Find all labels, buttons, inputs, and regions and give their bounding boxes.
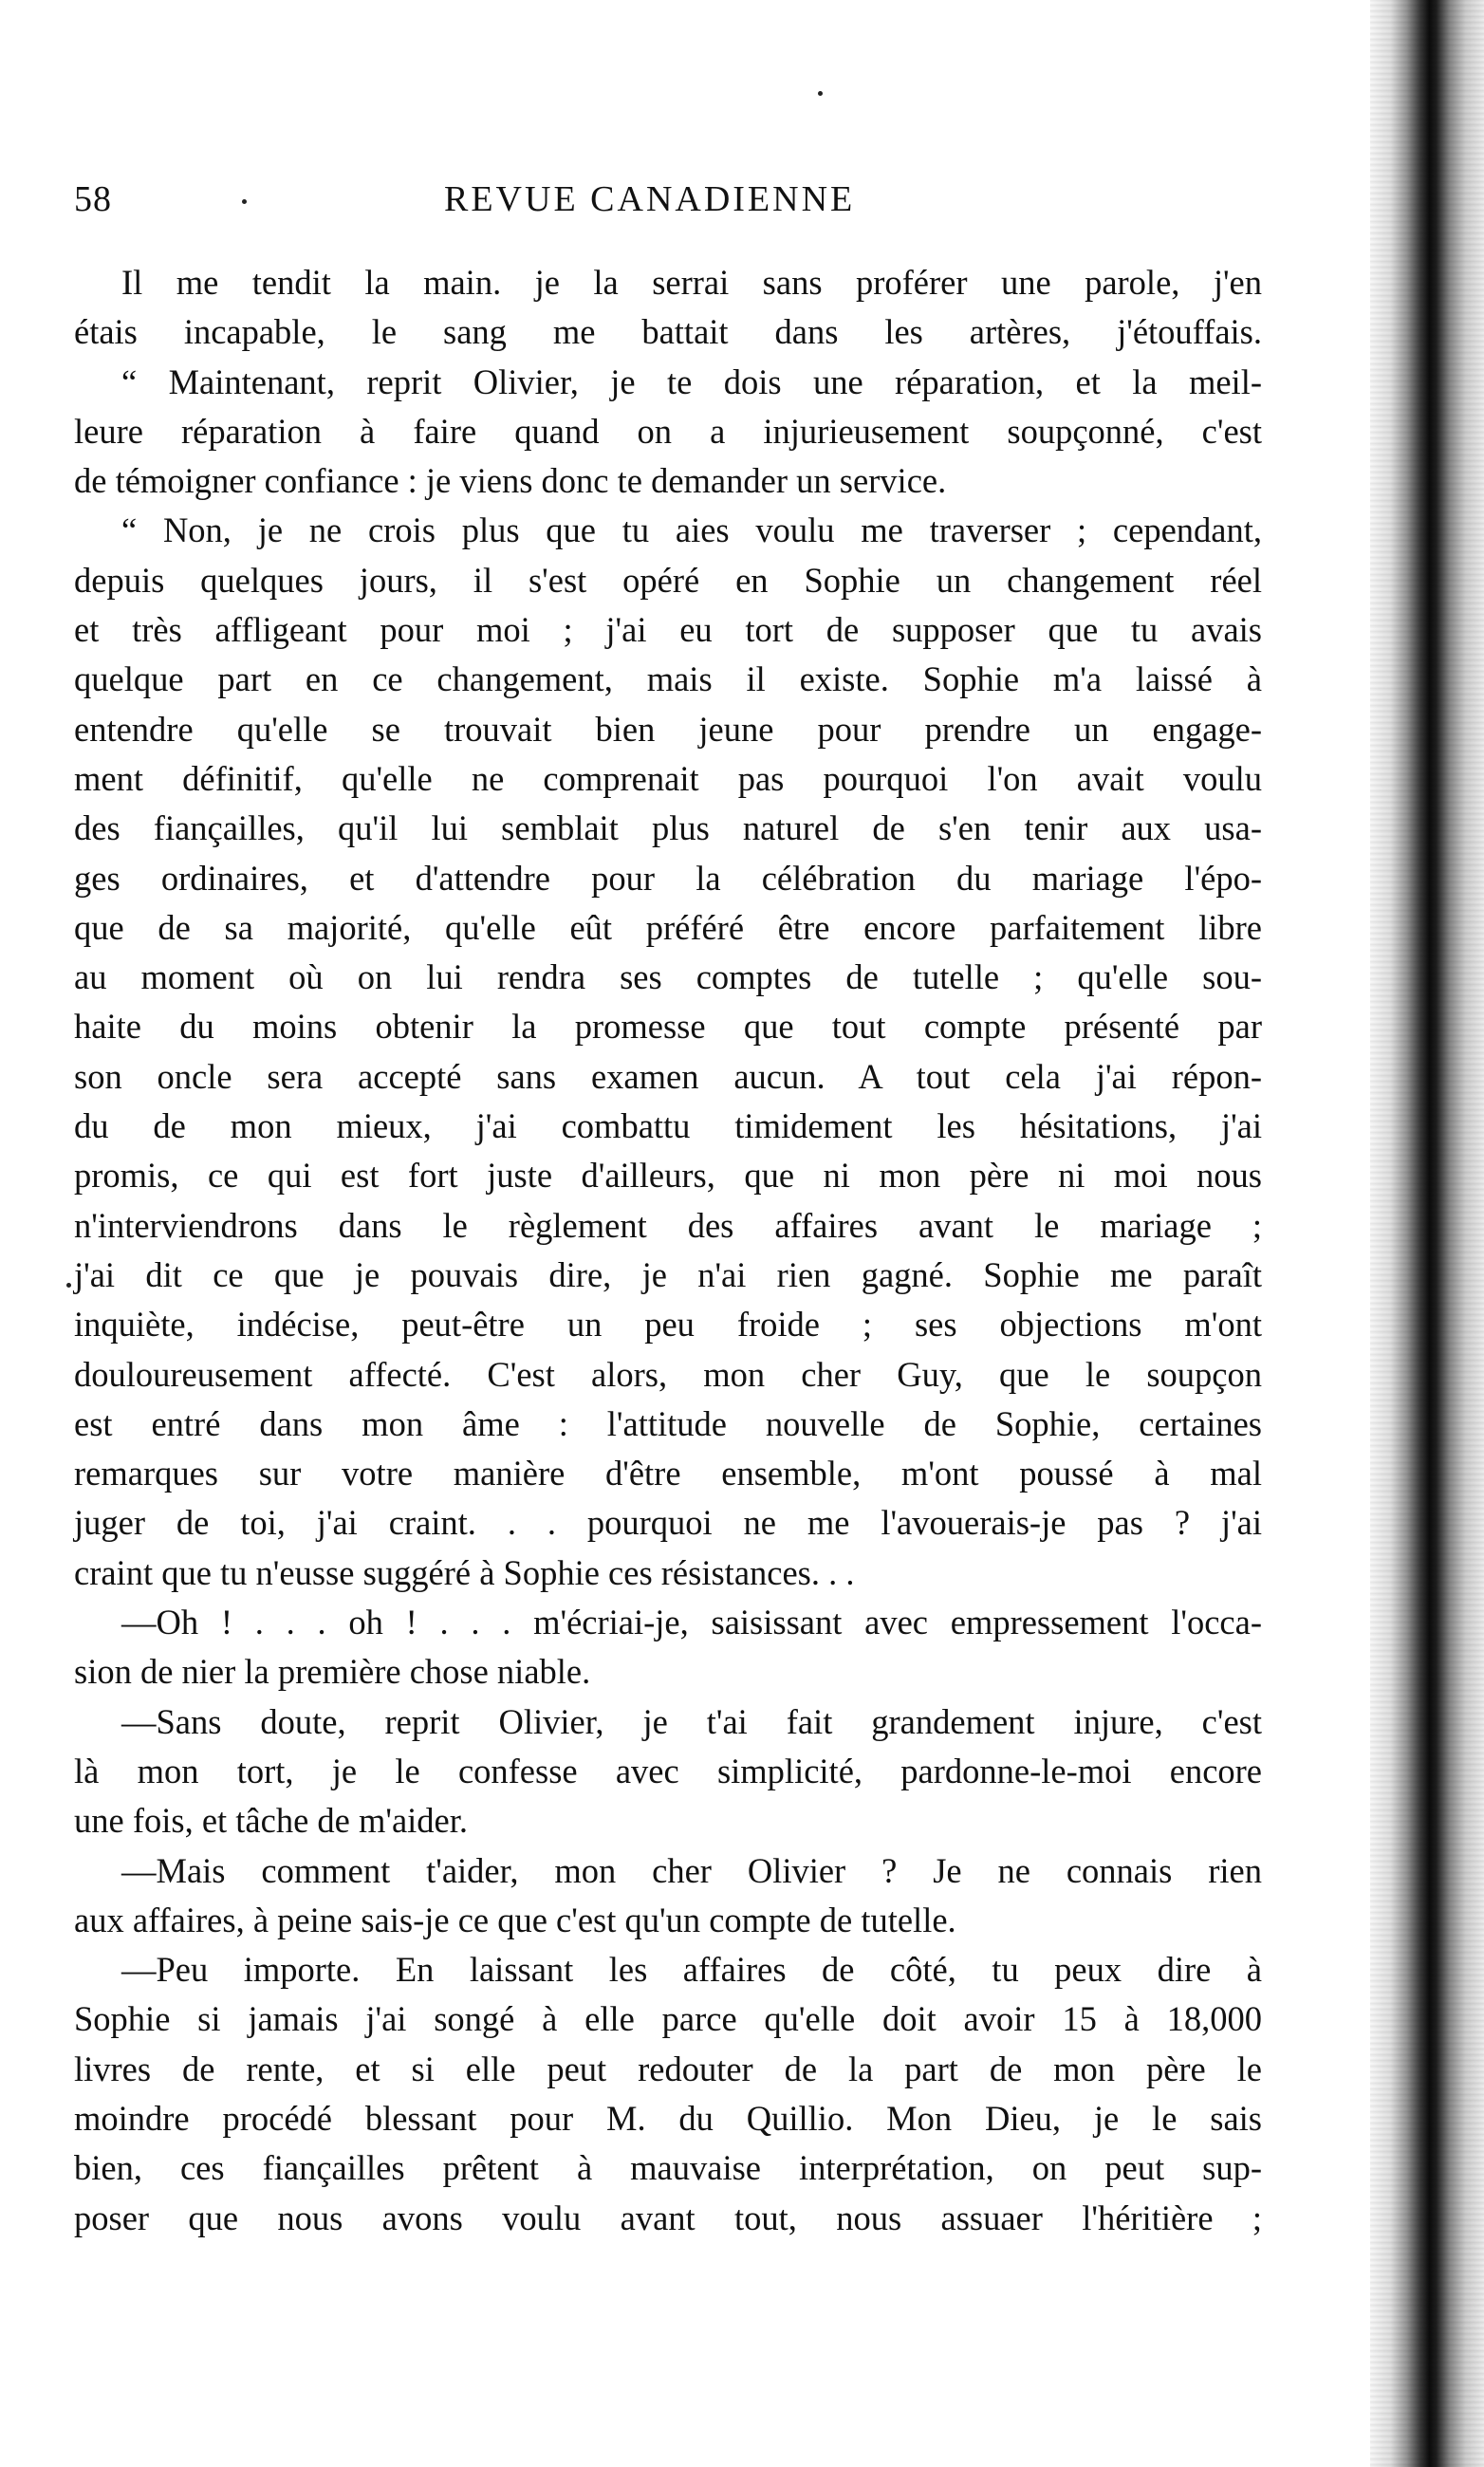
text-line: promis, ce qui est fort juste d'ailleurs, que ni mon père ni moi nous — [74, 1156, 1262, 1196]
page-number: 58 — [74, 179, 112, 219]
text-line: une fois, et tâche de m'aider. — [74, 1801, 469, 1841]
text-line: depuis quelques jours, il s'est opéré en Sophie un changement réel — [74, 560, 1262, 600]
text-line: de témoigner confiance : je viens donc te demander un service. — [74, 461, 947, 501]
body-text — [74, 258, 1262, 2243]
text-line: inquiète, indécise, peut-être un peu froide ; ses objections m'ont — [74, 1305, 1262, 1345]
ink-speck — [818, 91, 823, 96]
text-line: j'ai dit ce que je pouvais dire, je n'ai rien gagné. Sophie me paraît — [74, 1254, 1262, 1294]
text-line: et très affligeant pour moi ; j'ai eu tort de supposer que tu avais — [74, 610, 1262, 650]
text-line: Sophie si jamais j'ai songé à elle parce qu'elle doit avoir 15 à 18,000 — [74, 1999, 1262, 2039]
text-line: juger de toi, j'ai craint. . . pourquoi ne me l'avouerais-je pas ? j'ai — [74, 1503, 1262, 1543]
text-line: livres de rente, et si elle peut redouter de la part de mon père le — [74, 2049, 1262, 2088]
text-line: leure réparation à faire quand on a injurieusement soupçonné, c'est — [74, 411, 1262, 451]
ink-speck — [66, 1283, 71, 1288]
text-line: est entré dans mon âme : l'attitude nouvelle de Sophie, certaines — [74, 1403, 1262, 1443]
text-line: entendre qu'elle se trouvait bien jeune pour prendre un engage- — [74, 709, 1262, 749]
text-line: moindre procédé blessant pour M. du Quillio. Mon Dieu, je le sais — [74, 2098, 1262, 2138]
text-line: haite du moins obtenir la promesse que tout compte présenté par — [74, 1007, 1262, 1047]
text-line: aux affaires, à peine sais-je ce que c'est qu'un compte de tutelle. — [74, 1900, 956, 1939]
text-line: craint que tu n'eusse suggéré à Sophie ces résistances. . . — [74, 1552, 855, 1592]
running-head — [74, 178, 1289, 235]
text-line: —Peu importe. En laissant les affaires de côté, tu peux dire à — [121, 1950, 1262, 1990]
binding-gutter-shadow — [1370, 0, 1484, 2467]
text-line: que de sa majorité, qu'elle eût préféré être encore parfaitement libre — [74, 907, 1262, 947]
text-line: remarques sur votre manière d'être ensemble, m'ont poussé à mal — [74, 1454, 1262, 1493]
text-line: Il me tendit la main. je la serrai sans proférer une parole, j'en — [121, 263, 1262, 302]
text-line: “ Non, je ne crois plus que tu aies voulu me traverser ; cependant, — [121, 510, 1262, 550]
text-line: n'interviendrons dans le règlement des affaires avant le mariage ; — [74, 1205, 1262, 1245]
text-line: au moment où on lui rendra ses comptes de tutelle ; qu'elle sou- — [74, 957, 1262, 997]
text-line: son oncle sera accepté sans examen aucun. A tout cela j'ai répon- — [74, 1056, 1262, 1096]
text-line: étais incapable, le sang me battait dans les artères, j'étouffais. — [74, 312, 1262, 352]
text-line: —Mais comment t'aider, mon cher Olivier ? Je ne connais rien — [121, 1850, 1262, 1890]
text-line: là mon tort, je le confesse avec simplicité, pardonne-le-moi encore — [74, 1751, 1262, 1790]
text-line: “ Maintenant, reprit Olivier, je te dois une réparation, et la meil- — [121, 362, 1262, 401]
text-line: des fiançailles, qu'il lui semblait plus naturel de s'en tenir aux usa- — [74, 808, 1262, 848]
text-line: quelque part en ce changement, mais il existe. Sophie m'a laissé à — [74, 659, 1262, 699]
journal-title: REVUE CANADIENNE — [444, 179, 856, 219]
text-line: —Sans doute, reprit Olivier, je t'ai fait grandement injure, c'est — [121, 1701, 1262, 1741]
text-line: poser que nous avons voulu avant tout, nous assuaer l'héritière ; — [74, 2198, 1262, 2237]
text-line: sion de nier la première chose niable. — [74, 1652, 591, 1692]
text-line: —Oh ! . . . oh ! . . . m'écriai-je, saisissant avec empressement l'occa- — [121, 1603, 1262, 1642]
text-line: ges ordinaires, et d'attendre pour la célébration du mariage l'épo- — [74, 858, 1262, 898]
text-line: du de mon mieux, j'ai combattu timidement les hésitations, j'ai — [74, 1106, 1262, 1146]
text-line: douloureusement affecté. C'est alors, mon cher Guy, que le soupçon — [74, 1354, 1262, 1394]
text-line: bien, ces fiançailles prêtent à mauvaise interprétation, on peut sup- — [74, 2148, 1262, 2188]
text-line: ment définitif, qu'elle ne comprenait pas pourquoi l'on avait voulu — [74, 758, 1262, 798]
